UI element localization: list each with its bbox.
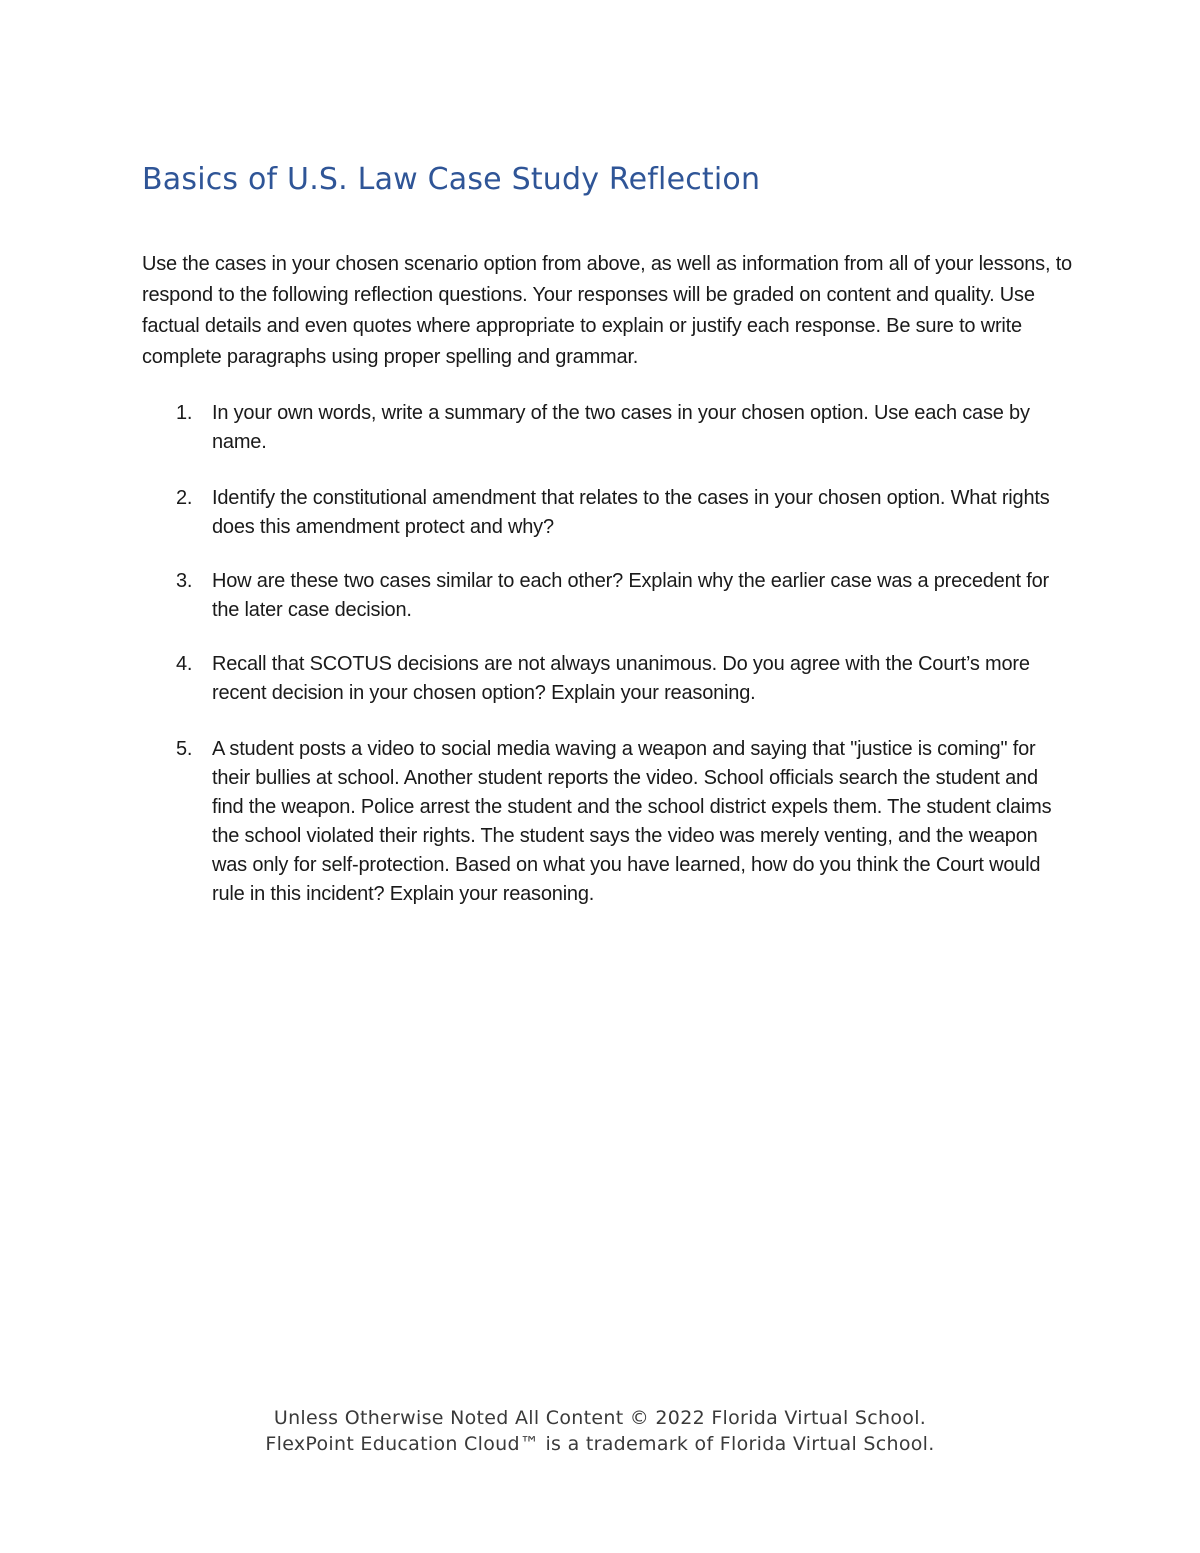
- list-item: [142, 567, 1072, 625]
- footer-trademark: FlexPoint Education Cloud™ is a trademark of Florida Virtual School.: [265, 1433, 935, 1455]
- list-item: [142, 484, 1072, 542]
- footer-copyright: Unless Otherwise Noted All Content © 2022 Florida Virtual School.: [273, 1407, 927, 1429]
- question-number: 1.: [176, 402, 193, 424]
- question-text: Recall that SCOTUS decisions are not always unanimous. Do you agree with the Court’s more recent decision in your chosen option? Explain your reasoning.: [212, 653, 1030, 704]
- question-number: 5.: [176, 738, 193, 760]
- list-item: [142, 650, 1072, 708]
- question-text: Identify the constitutional amendment that relates to the cases in your chosen option. What rights does this amendment protect and why?: [212, 487, 1050, 538]
- question-text: In your own words, write a summary of the two cases in your chosen option. Use each case by name.: [212, 402, 1030, 453]
- list-item: [142, 735, 1072, 909]
- page-title: Basics of U.S. Law Case Study Reflection: [142, 162, 761, 197]
- page-footer: [0, 1405, 1200, 1457]
- question-text: A student posts a video to social media waving a weapon and saying that "justice is coming" for their bullies at school. Another student reports the video. School officials search the student and find the weapon. Police arrest the student and the school district expels them. The student claims the school violated their rights. The student says the video was merely venting, and the weapon was only for self-protection. Based on what you have learned, how do you think the Court would rule in this incident? Explain your reasoning.: [212, 738, 1052, 905]
- list-item: [142, 399, 1072, 457]
- question-number: 3.: [176, 570, 193, 592]
- intro-paragraph: Use the cases in your chosen scenario option from above, as well as information from all of your lessons, to respond to the following reflection questions. Your responses will be graded on content and quality. Use factual details and even quotes where appropriate to explain or justify each response. Be sure to write complete paragraphs using proper spelling and grammar.: [142, 253, 1072, 368]
- question-number: 4.: [176, 653, 193, 675]
- question-text: How are these two cases similar to each other? Explain why the earlier case was a precedent for the later case decision.: [212, 570, 1049, 621]
- question-number: 2.: [176, 487, 193, 509]
